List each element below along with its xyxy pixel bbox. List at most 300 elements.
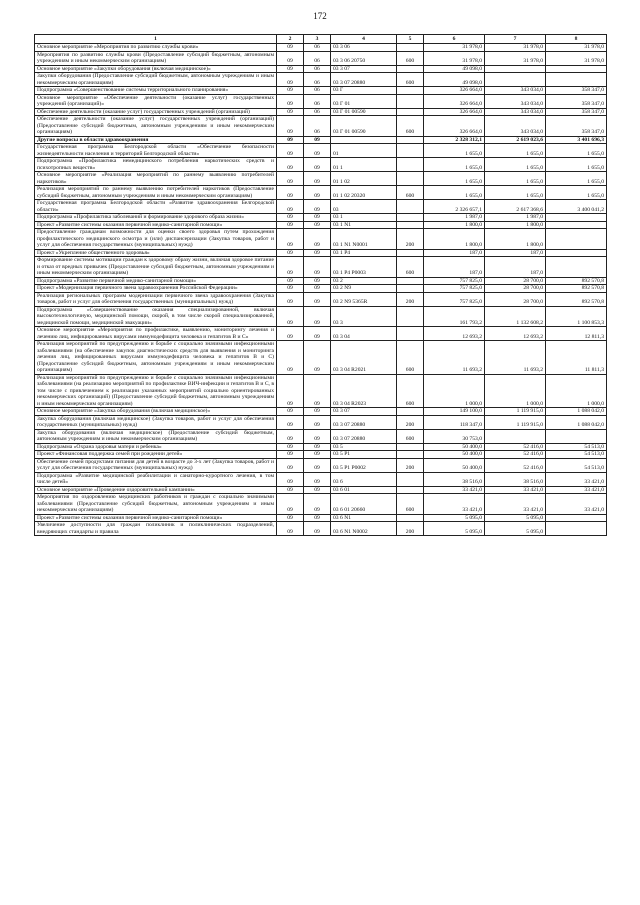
row-amount-year-3	[546, 221, 607, 229]
row-target-article: 03 6 01	[331, 486, 397, 494]
row-amount-year-1: 1 800,0	[424, 221, 485, 229]
row-target-article: 03 6	[331, 472, 397, 486]
row-amount-year-1: 1 000,0	[424, 374, 485, 408]
row-amount-year-3	[546, 65, 607, 73]
row-subsection-code: 09	[304, 415, 331, 429]
row-section-code: 09	[277, 249, 304, 257]
header-row	[35, 35, 607, 44]
row-subsection-code: 09	[304, 221, 331, 229]
row-amount-year-2: 187,0	[485, 257, 546, 278]
table-row	[35, 408, 607, 416]
table-row	[35, 65, 607, 73]
table-row	[35, 87, 607, 95]
row-amount-year-2: 5 095,0	[485, 514, 546, 522]
row-amount-year-3: 54 513,0	[546, 458, 607, 472]
row-name: Основное мероприятие «Мероприятия по развитию службы крови»	[35, 44, 277, 52]
row-name: Государственная программа Белгородской области «Развитие здравоохранения Белгородской области»	[35, 200, 277, 214]
table-row	[35, 249, 607, 257]
table-row	[35, 522, 607, 536]
row-target-article: 03 6 N1	[331, 514, 397, 522]
row-amount-year-1: 1 987,0	[424, 214, 485, 222]
table-row	[35, 214, 607, 222]
row-section-code: 09	[277, 221, 304, 229]
row-expense-type: 200	[397, 458, 424, 472]
row-amount-year-2: 2 617 368,6	[485, 200, 546, 214]
row-amount-year-2: 1 655,0	[485, 186, 546, 200]
row-name: Обеспечение семей продуктами питания для детей в возрасте до 3-х лет (Закупка товаров, работ и услуг для обеспечения государственных (муниципальных) нужд)	[35, 458, 277, 472]
row-amount-year-2: 31 978,0	[485, 51, 546, 65]
row-amount-year-2: 5 095,0	[485, 522, 546, 536]
column-header: 6	[424, 35, 485, 44]
table-row	[35, 51, 607, 65]
row-target-article: 03 2	[331, 277, 397, 285]
row-expense-type	[397, 327, 424, 341]
row-name: Проект «Модернизация первичного звена здравоохранения Российской Федерации»	[35, 285, 277, 293]
table-row	[35, 94, 607, 108]
row-amount-year-3: 31 978,0	[546, 44, 607, 52]
row-target-article	[331, 136, 397, 144]
row-amount-year-3: 1 088 042,0	[546, 408, 607, 416]
row-amount-year-3: 54 513,0	[546, 443, 607, 451]
row-amount-year-2: 33 421,0	[485, 486, 546, 494]
row-name: Основное мероприятие «Закупки оборудования (включая медицинское)»	[35, 65, 277, 73]
row-expense-type: 600	[397, 374, 424, 408]
row-target-article: 03 3	[331, 306, 397, 327]
row-amount-year-2: 28 700,0	[485, 285, 546, 293]
row-subsection-code: 09	[304, 472, 331, 486]
row-amount-year-1: 326 664,0	[424, 108, 485, 116]
row-amount-year-2: 52 416,0	[485, 443, 546, 451]
row-amount-year-2: 1 655,0	[485, 144, 546, 158]
table-row	[35, 116, 607, 137]
row-section-code: 09	[277, 87, 304, 95]
row-name: Подпрограмма «Охрана здоровья матери и ребенка»	[35, 443, 277, 451]
table-row	[35, 229, 607, 250]
row-amount-year-1: 118 347,0	[424, 415, 485, 429]
row-subsection-code: 06	[304, 108, 331, 116]
row-expense-type: 200	[397, 415, 424, 429]
row-expense-type	[397, 451, 424, 459]
row-amount-year-3: 892 570,8	[546, 292, 607, 306]
row-name: Увеличение доступности для граждан поликлиник и поликлинических подразделений, внедряющих стандарты и правила	[35, 522, 277, 536]
row-amount-year-2: 52 416,0	[485, 451, 546, 459]
row-name: Мероприятия по развитию службы крови (Предоставление субсидий бюджетным, автономным учреждениям и иным некоммерческим организациям)	[35, 51, 277, 65]
row-name: Предоставление гражданам возможности для оценки своего здоровья путем прохождения профилактического медицинского осмотра и (или) диспансеризации (Закупка товаров, работ и услуг для обеспечения государственных (муниципальных) нужд)	[35, 229, 277, 250]
row-subsection-code: 09	[304, 277, 331, 285]
row-name: Подпрограмма «Развитие медицинской реабилитации и санаторно-курортного лечения, в том числе детей»	[35, 472, 277, 486]
row-section-code: 09	[277, 522, 304, 536]
row-name: Основное мероприятие «Закупка оборудования (включая медицинское)»	[35, 408, 277, 416]
row-section-code: 09	[277, 200, 304, 214]
row-section-code: 09	[277, 65, 304, 73]
row-target-article: 03 3 04 R2023	[331, 374, 397, 408]
row-expense-type: 200	[397, 522, 424, 536]
row-subsection-code: 09	[304, 285, 331, 293]
row-amount-year-2: 343 034,0	[485, 87, 546, 95]
row-amount-year-1: 12 693,2	[424, 327, 485, 341]
row-amount-year-3: 33 421,0	[546, 494, 607, 515]
row-target-article: 03 3 07	[331, 65, 397, 73]
row-name: Закупка оборудования (включая медицинское) (Предоставление субсидий бюджетным, автономным учреждениям и иным некоммерческим организациям)	[35, 429, 277, 443]
row-amount-year-3	[546, 229, 607, 250]
row-name: Мероприятия по оздоровлению медицинских работников и граждан с социально значимыми заболеваниями (Предоставление субсидий бюджетным, автономным учреждениям и иным некоммерческим организациям)	[35, 494, 277, 515]
column-header: 4	[331, 35, 397, 44]
row-target-article: 03 1 N1	[331, 221, 397, 229]
row-amount-year-3: 12 811,3	[546, 327, 607, 341]
row-name: Реализация мероприятий по раннему выявлению потребителей наркотиков (Предоставление субсидий бюджетным, автономным учреждениям и иным некоммерческим организациям)	[35, 186, 277, 200]
row-section-code: 09	[277, 285, 304, 293]
row-amount-year-1: 326 664,0	[424, 87, 485, 95]
row-amount-year-3	[546, 257, 607, 278]
row-amount-year-2: 12 693,2	[485, 327, 546, 341]
table-row	[35, 73, 607, 87]
column-header: 2	[277, 35, 304, 44]
row-name: Государственная программа Белгородской области «Обеспечение безопасности жизнедеятельности населения и территорий Белгородской области»	[35, 144, 277, 158]
row-amount-year-2: 1 655,0	[485, 172, 546, 186]
row-amount-year-2: 343 034,0	[485, 108, 546, 116]
row-amount-year-3: 358 347,0	[546, 94, 607, 108]
row-target-article: 03 5	[331, 443, 397, 451]
row-expense-type	[397, 285, 424, 293]
row-amount-year-1: 1 655,0	[424, 172, 485, 186]
table-row	[35, 108, 607, 116]
row-target-article: 01 1 02	[331, 172, 397, 186]
row-expense-type	[397, 443, 424, 451]
row-target-article: 03 3 07 20880	[331, 415, 397, 429]
row-amount-year-2: 1 119 915,0	[485, 408, 546, 416]
row-subsection-code: 06	[304, 116, 331, 137]
row-name: Другие вопросы в области здравоохранения	[35, 136, 277, 144]
row-expense-type: 600	[397, 429, 424, 443]
row-name: Основное мероприятие «Обеспечение деятельности (оказание услуг) государственных учреждений (организаций)»	[35, 94, 277, 108]
row-amount-year-2: 1 000,0	[485, 374, 546, 408]
row-amount-year-2: 343 034,0	[485, 94, 546, 108]
row-amount-year-2: 1 987,0	[485, 214, 546, 222]
row-amount-year-1: 2 326 657,1	[424, 200, 485, 214]
table-row	[35, 443, 607, 451]
row-target-article: 03 6 N1 N0002	[331, 522, 397, 536]
row-section-code: 09	[277, 514, 304, 522]
table-row	[35, 144, 607, 158]
row-expense-type: 600	[397, 51, 424, 65]
row-name: Закупка оборудования (включая медицинское) (Закупка товаров, работ и услуг для обеспечения государственных (муниципальных) нужд)	[35, 415, 277, 429]
row-expense-type	[397, 108, 424, 116]
row-subsection-code: 09	[304, 144, 331, 158]
table-row	[35, 158, 607, 172]
row-expense-type	[397, 221, 424, 229]
row-amount-year-1: 149 100,0	[424, 408, 485, 416]
row-subsection-code: 09	[304, 429, 331, 443]
row-amount-year-3	[546, 429, 607, 443]
row-amount-year-3: 11 811,3	[546, 341, 607, 375]
row-target-article: 03 2 N9	[331, 285, 397, 293]
row-subsection-code: 06	[304, 44, 331, 52]
row-amount-year-1: 326 664,0	[424, 94, 485, 108]
table-row	[35, 221, 607, 229]
row-subsection-code: 09	[304, 186, 331, 200]
row-section-code: 09	[277, 458, 304, 472]
row-amount-year-1: 1 655,0	[424, 158, 485, 172]
row-expense-type	[397, 472, 424, 486]
table-row	[35, 327, 607, 341]
row-expense-type	[397, 172, 424, 186]
table-row	[35, 186, 607, 200]
row-target-article: 03 3 06 20750	[331, 51, 397, 65]
row-amount-year-2: 1 132 608,2	[485, 306, 546, 327]
row-amount-year-3	[546, 214, 607, 222]
row-amount-year-1: 31 978,0	[424, 44, 485, 52]
table-row	[35, 374, 607, 408]
table-row	[35, 285, 607, 293]
row-expense-type	[397, 249, 424, 257]
row-target-article: 03 1	[331, 214, 397, 222]
row-amount-year-1: 50 400,0	[424, 451, 485, 459]
row-subsection-code: 09	[304, 306, 331, 327]
row-amount-year-3	[546, 73, 607, 87]
row-amount-year-3: 358 347,0	[546, 87, 607, 95]
row-name: Проект «Финансовая поддержка семей при рождении детей»	[35, 451, 277, 459]
row-amount-year-1: 50 400,0	[424, 443, 485, 451]
table-row	[35, 341, 607, 375]
row-amount-year-1: 2 328 312,1	[424, 136, 485, 144]
table-row	[35, 451, 607, 459]
row-amount-year-2: 11 693,2	[485, 341, 546, 375]
row-amount-year-1: 38 516,0	[424, 472, 485, 486]
row-target-article: 03	[331, 200, 397, 214]
row-name: Подпрограмма «Совершенствование системы территориального планирования»	[35, 87, 277, 95]
row-section-code: 09	[277, 306, 304, 327]
row-name: Обеспечение деятельности (оказание услуг) государственных учреждений (организаций) (Предоставление субсидий бюджетным, автономным учреждениям и иным некоммерческим организациям)	[35, 116, 277, 137]
row-target-article: 03 6 01 20660	[331, 494, 397, 515]
row-section-code: 09	[277, 136, 304, 144]
row-target-article: 03 Г 01 00590	[331, 116, 397, 137]
row-subsection-code: 09	[304, 408, 331, 416]
table-row	[35, 429, 607, 443]
row-subsection-code: 09	[304, 494, 331, 515]
row-section-code: 09	[277, 374, 304, 408]
table-row	[35, 277, 607, 285]
row-target-article: 03 5 P1	[331, 451, 397, 459]
row-section-code: 09	[277, 44, 304, 52]
table-row	[35, 136, 607, 144]
row-amount-year-1: 187,0	[424, 257, 485, 278]
row-expense-type	[397, 94, 424, 108]
row-amount-year-2: 52 416,0	[485, 458, 546, 472]
row-expense-type	[397, 65, 424, 73]
row-name: Закупки оборудования (Предоставление субсидий бюджетным, автономным учреждениям и иным некоммерческим организациям)	[35, 73, 277, 87]
table-row	[35, 200, 607, 214]
table-row	[35, 458, 607, 472]
row-amount-year-1: 161 793,2	[424, 306, 485, 327]
row-target-article: 03 3 04 R2021	[331, 341, 397, 375]
row-amount-year-1: 1 655,0	[424, 144, 485, 158]
row-name: Реализация мероприятий по предупреждению и борьбе с социально значимыми инфекционными заболеваниями (на обеспечение закупок диагностических средств для выявления и мониторинга лечения лиц, инфицированных вирусами иммунодефицита человека и гепатитов В и С) (Предоставление субсидий бюджетным, автономным учреждениям и иным некоммерческим организациям)	[35, 341, 277, 375]
row-subsection-code: 09	[304, 443, 331, 451]
row-amount-year-3: 892 570,8	[546, 285, 607, 293]
table-row	[35, 514, 607, 522]
row-section-code: 09	[277, 116, 304, 137]
row-amount-year-3: 3 400 041,2	[546, 200, 607, 214]
row-target-article: 03 Г	[331, 87, 397, 95]
row-section-code: 09	[277, 144, 304, 158]
row-section-code: 09	[277, 257, 304, 278]
row-name: Проект «Развитие системы оказания первичной медико-санитарной помощи»	[35, 221, 277, 229]
row-amount-year-1: 33 421,0	[424, 486, 485, 494]
row-amount-year-3: 1 655,0	[546, 144, 607, 158]
row-target-article: 03 1 P4	[331, 249, 397, 257]
row-section-code: 09	[277, 73, 304, 87]
row-amount-year-3: 31 978,0	[546, 51, 607, 65]
row-target-article: 03 3 07 20880	[331, 429, 397, 443]
row-expense-type	[397, 277, 424, 285]
row-expense-type	[397, 214, 424, 222]
row-target-article: 03 3 06	[331, 44, 397, 52]
table-row	[35, 44, 607, 52]
row-expense-type	[397, 486, 424, 494]
table-row	[35, 486, 607, 494]
row-expense-type	[397, 44, 424, 52]
row-subsection-code: 09	[304, 341, 331, 375]
table-body	[35, 44, 607, 536]
row-section-code: 09	[277, 172, 304, 186]
column-header: 8	[546, 35, 607, 44]
row-amount-year-2: 1 800,0	[485, 229, 546, 250]
row-amount-year-3: 1 000,0	[546, 374, 607, 408]
table-row	[35, 415, 607, 429]
row-target-article: 03 5 P1 P0002	[331, 458, 397, 472]
row-amount-year-2	[485, 65, 546, 73]
row-amount-year-2: 28 700,0	[485, 292, 546, 306]
row-amount-year-2: 31 978,0	[485, 44, 546, 52]
row-amount-year-3: 1 088 042,0	[546, 415, 607, 429]
row-section-code: 09	[277, 415, 304, 429]
row-target-article: 01	[331, 144, 397, 158]
table-row	[35, 306, 607, 327]
row-amount-year-3: 1 100 853,3	[546, 306, 607, 327]
row-subsection-code: 09	[304, 172, 331, 186]
row-subsection-code: 09	[304, 514, 331, 522]
row-name: Реализация региональных программ модернизации первичного звена здравоохранения (Закупка товаров, работ и услуг для обеспечения государственных (муниципальных) нужд)	[35, 292, 277, 306]
row-target-article: 03 3 07	[331, 408, 397, 416]
row-subsection-code: 09	[304, 214, 331, 222]
row-amount-year-3: 33 421,0	[546, 486, 607, 494]
row-name: Подпрограмма «Профилактика заболеваний и формирование здорового образа жизни»	[35, 214, 277, 222]
row-amount-year-3	[546, 514, 607, 522]
row-section-code: 09	[277, 292, 304, 306]
row-subsection-code: 09	[304, 292, 331, 306]
row-target-article: 03 1 N1 N0001	[331, 229, 397, 250]
row-subsection-code: 09	[304, 327, 331, 341]
table-row	[35, 257, 607, 278]
row-amount-year-1: 5 095,0	[424, 514, 485, 522]
row-name: Подпрограмма «Развитие первичной медико-санитарной помощи»	[35, 277, 277, 285]
table-row	[35, 292, 607, 306]
row-expense-type	[397, 306, 424, 327]
row-name: Формирование системы мотивации граждан к здоровому образу жизни, включая здоровое питание и отказ от вредных привычек (Предоставление субсидий бюджетным, автономным учреждениям и иным некоммерческим организациям)	[35, 257, 277, 278]
row-name: Основное мероприятие «Мероприятия по профилактике, выявлению, мониторингу лечения и лечению лиц, инфицированных вирусами иммунодефицита человека и гепатитов В и С»	[35, 327, 277, 341]
row-amount-year-1: 50 400,0	[424, 458, 485, 472]
row-expense-type: 600	[397, 494, 424, 515]
row-amount-year-1: 326 664,0	[424, 116, 485, 137]
row-amount-year-1: 5 095,0	[424, 522, 485, 536]
row-amount-year-3: 358 347,0	[546, 108, 607, 116]
row-name: Основное мероприятие «Реализация мероприятий по раннему выявлению потребителей наркотиков»	[35, 172, 277, 186]
row-expense-type	[397, 87, 424, 95]
row-section-code: 09	[277, 486, 304, 494]
row-name: Обеспечение деятельности (оказание услуг) государственных учреждений (организаций)	[35, 108, 277, 116]
row-expense-type: 600	[397, 73, 424, 87]
row-amount-year-2: 38 516,0	[485, 472, 546, 486]
row-amount-year-3: 1 655,0	[546, 172, 607, 186]
column-header: 5	[397, 35, 424, 44]
row-section-code: 09	[277, 341, 304, 375]
row-subsection-code: 09	[304, 229, 331, 250]
row-target-article: 03 2 N9 5365R	[331, 292, 397, 306]
row-amount-year-1: 757 825,0	[424, 277, 485, 285]
row-subsection-code: 06	[304, 87, 331, 95]
row-amount-year-1: 1 655,0	[424, 186, 485, 200]
row-amount-year-3	[546, 249, 607, 257]
row-target-article: 03 Г 01 00590	[331, 108, 397, 116]
row-amount-year-2: 187,0	[485, 249, 546, 257]
row-section-code: 09	[277, 186, 304, 200]
row-expense-type: 200	[397, 229, 424, 250]
row-amount-year-1: 11 693,2	[424, 341, 485, 375]
row-target-article: 01 1	[331, 158, 397, 172]
row-subsection-code: 09	[304, 451, 331, 459]
row-amount-year-2: 2 619 023,6	[485, 136, 546, 144]
row-section-code: 09	[277, 158, 304, 172]
page-number: 172	[313, 11, 327, 21]
row-target-article: 01 1 02 20320	[331, 186, 397, 200]
row-target-article: 03 Г 01	[331, 94, 397, 108]
table-row	[35, 172, 607, 186]
row-amount-year-3	[546, 522, 607, 536]
row-expense-type	[397, 200, 424, 214]
row-subsection-code: 09	[304, 158, 331, 172]
row-target-article: 03 3 07 20880	[331, 73, 397, 87]
row-amount-year-3: 33 421,0	[546, 472, 607, 486]
row-name: Подпрограмма «Совершенствование оказания специализированной, включая высокотехнологичную, медицинской помощи, скорой, в том числе скорой специализированной, медицинской помощи, медицинской эвакуации»	[35, 306, 277, 327]
row-subsection-code: 09	[304, 458, 331, 472]
row-amount-year-2: 33 421,0	[485, 494, 546, 515]
table-row	[35, 494, 607, 515]
row-section-code: 09	[277, 443, 304, 451]
row-subsection-code: 09	[304, 200, 331, 214]
row-amount-year-2	[485, 429, 546, 443]
row-subsection-code: 09	[304, 257, 331, 278]
column-header: 7	[485, 35, 546, 44]
row-amount-year-1: 33 421,0	[424, 494, 485, 515]
row-name: Проект «Укрепление общественного здоровья»	[35, 249, 277, 257]
row-target-article: 03 3 04	[331, 327, 397, 341]
row-name: Основное мероприятие «Проведение оздоровительной кампании»	[35, 486, 277, 494]
row-amount-year-2: 1 119 915,0	[485, 415, 546, 429]
row-subsection-code: 06	[304, 51, 331, 65]
row-section-code: 09	[277, 108, 304, 116]
row-subsection-code: 06	[304, 65, 331, 73]
row-expense-type: 600	[397, 116, 424, 137]
row-section-code: 09	[277, 472, 304, 486]
row-amount-year-1: 49 098,0	[424, 73, 485, 87]
row-subsection-code: 06	[304, 73, 331, 87]
column-header: 1	[35, 35, 277, 44]
row-section-code: 09	[277, 429, 304, 443]
row-expense-type	[397, 136, 424, 144]
row-amount-year-3: 358 347,0	[546, 116, 607, 137]
budget-table	[34, 34, 607, 536]
row-expense-type	[397, 408, 424, 416]
